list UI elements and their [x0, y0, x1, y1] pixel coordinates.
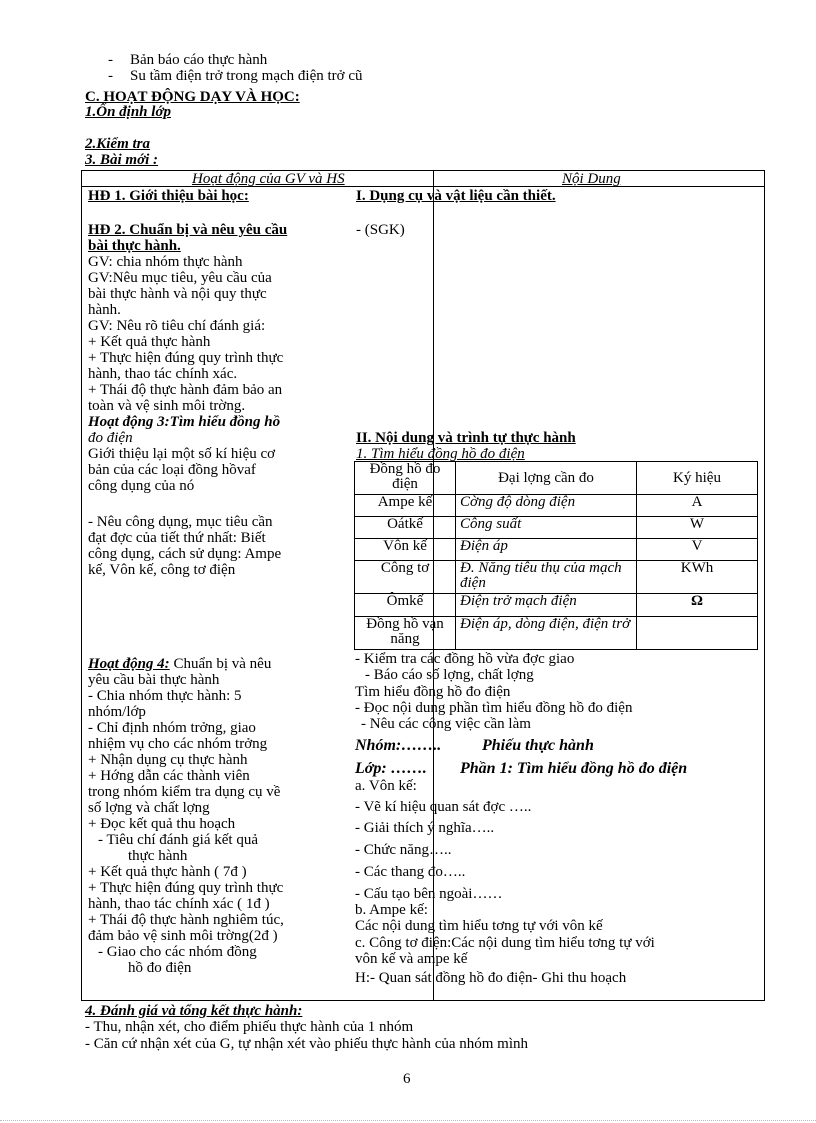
- page-bottom-border: [0, 1120, 816, 1121]
- left-line: yêu cầu bài thực hành: [88, 672, 220, 688]
- meter-symbol: Ω: [637, 593, 758, 616]
- meter-name: Ampe kế: [355, 495, 456, 517]
- ammeter-line: Các nội dung tìm hiểu tơng tự với vôn kế: [355, 918, 603, 934]
- group-label: Nhóm:……..: [355, 737, 442, 754]
- subsection-1: 1. Tìm hiểu đồng hồ đo điện: [356, 446, 525, 462]
- meter-quantity: Điện trở mạch điện: [456, 593, 637, 616]
- page-number: 6: [403, 1071, 411, 1087]
- meter-symbol: W: [637, 517, 758, 539]
- step-1: 1.Ổn định lớp: [85, 104, 171, 120]
- class-label: Lớp: …….: [355, 760, 427, 777]
- meter-name: Công tơ: [355, 560, 456, 593]
- section-1-title: I. Dụng cụ và vật liệu cần thiết.: [356, 188, 556, 204]
- right-after-line: - Nêu các công việc cần làm: [361, 716, 531, 732]
- voltmeter-line: - Vẽ kí hiệu quan sát đợc …..: [355, 799, 532, 815]
- section-2-title: II. Nội dung và trình tự thực hành: [356, 430, 576, 446]
- meter-quantity: Công suất: [456, 517, 637, 539]
- step-3: 3. Bài mới :: [85, 152, 159, 168]
- left-line: nhiệm vụ cho các nhóm trởng: [88, 736, 268, 752]
- left-line: hành.: [88, 302, 121, 318]
- left-line: hành, thao tác chính xác.: [88, 366, 238, 382]
- closing-line-2: - Căn cứ nhận xét của G, tự nhận xét vào phiếu thực hành của nhóm mình: [85, 1036, 529, 1052]
- header-left: Hoạt động của GV và HS: [192, 171, 345, 187]
- left-line: + Đọc kết quả thu hoạch: [88, 816, 236, 832]
- meters-header-3: Ký hiệu: [637, 462, 758, 495]
- intro-item-1: - Bản báo cáo thực hành: [108, 52, 268, 68]
- left-line: trong nhóm kiểm tra dụng cụ về: [88, 784, 281, 800]
- meter-symbol: KWh: [637, 560, 758, 593]
- hd3-title: Hoạt động 3:Tìm hiểu đồng hồ: [88, 414, 281, 430]
- meter-name: Oátkế: [355, 517, 456, 539]
- left-line: GV: chia nhóm thực hành: [88, 254, 243, 270]
- step-2: 2.Kiểm tra: [85, 136, 151, 152]
- left-line: - Giao cho các nhóm đồng: [98, 944, 257, 960]
- left-line: GV:Nêu mục tiêu, yêu cầu của: [88, 270, 272, 286]
- left-line: Giới thiệu lại một số kí hiệu cơ: [88, 446, 276, 462]
- meters-table: [354, 461, 758, 650]
- meters-header-1: Đồng hồ đo điện: [355, 462, 456, 495]
- left-line: + Kết quả thực hành ( 7đ ): [88, 864, 247, 880]
- left-line: + Thái độ thực hành nghiêm túc,: [88, 912, 284, 928]
- meter-symbol: [637, 616, 758, 649]
- voltmeter-line: - Giải thích ý nghĩa…..: [355, 820, 495, 836]
- left-line: thực hành: [128, 848, 188, 864]
- left-line: kế, Vôn kế, công tơ điện: [88, 562, 236, 578]
- meter-quantity: Điện áp, dòng điện, điện trở: [456, 616, 637, 649]
- left-line: đạt đợc của tiết thứ nhất: Biết: [88, 530, 266, 546]
- left-line: hành, thao tác chính xác ( 1đ ): [88, 896, 270, 912]
- meter-quantity: Cờng độ dòng điện: [456, 495, 637, 517]
- left-line: + Thái độ thực hành đảm bảo an: [88, 382, 283, 398]
- left-line: công dụng của nó: [88, 478, 195, 494]
- left-line: + Kết quả thực hành: [88, 334, 211, 350]
- left-line: + Thực hiện đúng quy trình thực: [88, 880, 284, 896]
- left-line: - Chỉ định nhóm trởng, giao: [88, 720, 256, 736]
- meter-name: Ômkế: [355, 593, 456, 616]
- voltmeter-line: - Các thang đo…..: [355, 864, 466, 880]
- section-c-heading: C. HOẠT ĐỘNG DẠY VÀ HỌC:: [85, 89, 300, 105]
- ammeter-line: vôn kế và ampe kế: [355, 951, 468, 967]
- ammeter-line: b. Ampe kế:: [355, 902, 428, 918]
- meter-quantity: Điện áp: [456, 538, 637, 560]
- meter-symbol: V: [637, 538, 758, 560]
- left-line: + Hớng dẫn các thành viên: [88, 768, 250, 784]
- left-line: bản của các loại đồng hồvaf: [88, 462, 256, 478]
- left-line: - Chia nhóm thực hành: 5: [88, 688, 242, 704]
- hd1-title: HĐ 1. Giới thiệu bài học:: [88, 188, 249, 204]
- meter-name: Vôn kế: [355, 538, 456, 560]
- hd2-title-cont: bài thực hành.: [88, 238, 181, 254]
- left-line: + Nhận dụng cụ thực hành: [88, 752, 248, 768]
- part-1-title: Phần 1: Tìm hiểu đồng hồ đo điện: [460, 760, 688, 777]
- voltmeter-line: a. Vôn kế:: [355, 778, 417, 794]
- left-line: đảm bảo vệ sinh môi trờng(2đ ): [88, 928, 278, 944]
- closing-line-1: - Thu, nhận xét, cho điểm phiếu thực hành của 1 nhóm: [85, 1019, 414, 1035]
- meters-header-2: Đại lợng cần đo: [456, 462, 637, 495]
- ammeter-line: H:- Quan sát đồng hồ đo điện- Ghi thu hoạch: [355, 970, 627, 986]
- left-line: + Thực hiện đúng quy trình thực: [88, 350, 284, 366]
- right-after-line: - Đọc nội dung phần tìm hiểu đồng hồ đo điện: [355, 700, 633, 716]
- right-after-line: - Báo cáo số lợng, chất lợng: [365, 667, 534, 683]
- left-line: bài thực hành và nội quy thực: [88, 286, 267, 302]
- left-line: toàn và vệ sinh môi trờng.: [88, 398, 246, 414]
- left-line: hồ đo điện: [128, 960, 192, 976]
- left-line: công dụng, cách sử dụng: Ampe: [88, 546, 282, 562]
- hd2-title: HĐ 2. Chuẩn bị và nêu yêu cầu: [88, 222, 288, 238]
- left-line: GV: Nêu rõ tiêu chí đánh giá:: [88, 318, 266, 334]
- ammeter-line: c. Công tơ điện:Các nội dung tìm hiểu tơng tự với: [355, 935, 655, 951]
- meter-name: Đồng hồ vạn năng: [355, 616, 456, 649]
- hd4-title-line: Hoạt động 4: Chuẩn bị và nêu: [88, 656, 272, 672]
- left-line: nhóm/lớp: [88, 704, 146, 720]
- left-line: số lợng và chất lợng: [88, 800, 210, 816]
- meter-quantity: Đ. Năng tiêu thụ của mạch điện: [456, 560, 637, 593]
- left-line: - Nêu công dụng, mục tiêu cần: [88, 514, 273, 530]
- sheet-title: Phiếu thực hành: [482, 737, 594, 754]
- hd3-title-cont: đo điện: [88, 430, 133, 446]
- header-right: Nội Dung: [562, 171, 621, 187]
- voltmeter-line: - Chức năng…..: [355, 842, 452, 858]
- sgk-line: - (SGK): [356, 222, 405, 238]
- meter-symbol: A: [637, 495, 758, 517]
- voltmeter-line: - Cấu tạo bên ngoài……: [355, 886, 503, 902]
- intro-item-2: - Su tầm điện trở trong mạch điện trở cũ: [108, 68, 363, 84]
- left-line: - Tiêu chí đánh giá kết quả: [98, 832, 258, 848]
- right-after-line: - Kiểm tra các đồng hồ vừa đợc giao: [355, 651, 575, 667]
- section-4-heading: 4. Đánh giá và tổng kết thực hành:: [85, 1003, 303, 1019]
- right-after-line: Tìm hiểu đồng hồ đo điện: [355, 684, 511, 700]
